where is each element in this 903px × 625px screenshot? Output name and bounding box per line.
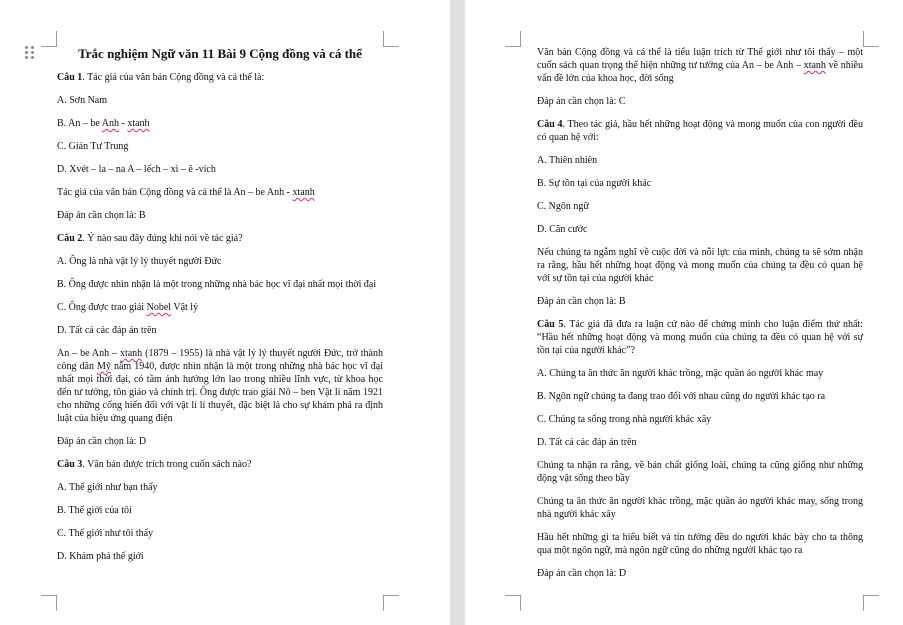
question-3: Câu 3. Văn bản được trích trong cuốn sách nào?: [57, 459, 252, 470]
q4-option-b: B. Sự tồn tại của người khác: [537, 178, 652, 189]
q2-option-b: B. Ông được nhìn nhận là một trong những nhà bác học vĩ đại nhất mọi thời đại: [57, 279, 377, 290]
margin-mark-bottom-left: [505, 595, 521, 611]
spelling-mark[interactable]: Anh: [101, 118, 119, 129]
q3-option-c: C. Thế giới như tôi thấy: [57, 528, 154, 539]
spelling-mark[interactable]: xtanh: [119, 348, 143, 359]
q1-option-c: C. Giản Tư Trung: [57, 141, 129, 152]
margin-mark-top-left: [41, 31, 57, 47]
page-content-left: [57, 46, 383, 573]
question-4: Câu 4. Theo tác giả, hầu hết những hoạt động và mong muốn của con người đều có quan hệ với:: [537, 119, 863, 143]
page-gutter: [450, 0, 465, 625]
drag-handle-icon[interactable]: [25, 46, 35, 60]
margin-mark-bottom-right: [383, 595, 399, 611]
document-page-right[interactable]: [465, 0, 903, 625]
q1-option-b: B. An – be Anh - xtanh: [57, 118, 150, 129]
document-page-left[interactable]: [0, 0, 450, 625]
q5-option-b: B. Ngôn ngữ chúng ta đang trao đổi với nhau cũng do người khác tạo ra: [537, 391, 826, 402]
q2-explanation: An – be Anh – xtanh (1879 – 1955) là nhà vật lý lý thuyết người Đức, trở thành công dân Mỹ năm 1940, được nhìn nhận là một trong những nhà bác học vĩ đại nhất mọi thời đại, có tầm ảnh hưởng lớn lao trong nhiều lĩnh vực, từ khoa học đến tư tưởng, tôn giáo và chính trị. Ông được trao giải Nô – ben Vật lí năm 1921 cho những cống hiến đối với vật lí lí thuyết, đặc biệt là cho sự khám phá ra định luật của hiệu ứng quang điện: [57, 348, 383, 424]
q3-answer: Đáp án cần chọn là: C: [537, 96, 626, 107]
q1-option-d: D. Xvét – la – na A – lếch – xi – ê -vích: [57, 164, 216, 175]
question-1: Câu 1. Tác giả của văn bản Cộng đồng và cá thể là:: [57, 72, 265, 83]
q4-answer: Đáp án cần chọn là: B: [537, 296, 626, 307]
question-2: Câu 2. Ý nào sau đây đúng khi nói về tác giả?: [57, 233, 243, 244]
q4-option-a: A. Thiên nhiên: [537, 155, 598, 166]
spelling-mark[interactable]: xtanh: [292, 187, 315, 198]
q2-option-c: C. Ông được trao giải Nobel Vật lý: [57, 302, 199, 313]
margin-mark-top-right: [863, 31, 879, 47]
question-5: Câu 5. Tác giả đã đưa ra luận cứ nào để chứng minh cho luận điểm thứ nhất: “Hầu hết những hoạt động và mong muốn của chúng ta đều có quan hệ với sự tồn tại của người khác”?: [537, 319, 863, 356]
q4-option-c: C. Ngôn ngữ: [537, 201, 589, 212]
q2-answer: Đáp án cần chọn là: D: [57, 436, 147, 447]
spelling-mark[interactable]: Nobel: [146, 302, 172, 313]
q4-option-d: D. Căn cước: [537, 224, 588, 235]
q2-option-d: D. Tất cả các đáp án trên: [57, 325, 157, 336]
margin-mark-top-left: [505, 31, 521, 47]
q1-answer: Đáp án cần chọn là: B: [57, 210, 146, 221]
q1-explanation: Tác giả của văn bản Cộng đồng và cá thể là An – be Anh - xtanh: [57, 187, 315, 198]
q3-explanation: Văn bản Cộng đồng và cá thể là tiểu luận trích từ Thế giới như tôi thấy – một cuốn sách quan trọng thể hiện những tư tưởng của An – be Anh – xtanh về nhiều vấn đề lớn của khoa học, đời sống: [537, 47, 863, 84]
q5-explanation-1: Chúng ta nhận ra rằng, về bản chất giống loài, chúng ta cũng giống như những động vật sống theo bầy: [537, 460, 863, 484]
q3-option-d: D. Khám phá thế giới: [57, 551, 144, 562]
page-content-right: [537, 46, 863, 590]
q3-option-b: B. Thế giới của tôi: [57, 505, 132, 516]
margin-mark-bottom-right: [863, 595, 879, 611]
q1-option-a: A. Sơn Nam: [57, 95, 108, 106]
q2-option-a: A. Ông là nhà vật lý lý thuyết người Đức: [57, 256, 222, 267]
margin-mark-bottom-left: [41, 595, 57, 611]
spelling-mark[interactable]: xtanh: [803, 60, 826, 71]
q3-option-a: A. Thế giới như bạn thấy: [57, 482, 158, 493]
q5-answer: Đáp án cần chọn là: D: [537, 568, 627, 579]
q5-explanation-2: Chúng ta ăn thức ăn người khác trồng, mặc quần áo người khác may, sống trong nhà người khác xây: [537, 496, 863, 520]
margin-mark-top-right: [383, 31, 399, 47]
q5-option-c: C. Chúng ta sống trong nhà người khác xây: [537, 414, 712, 425]
q4-explanation: Nếu chúng ta ngẫm nghĩ về cuộc đời và nỗi lực của mình, chúng ta sẽ sớm nhận ra rằng, hầu hết những hoạt động và mong muốn của chúng ta đều có quan hệ với sự tồn tại của người khác: [537, 247, 863, 284]
document-title: Trắc nghiệm Ngữ văn 11 Bài 9 Cộng đồng và cá thể: [78, 46, 362, 61]
q5-explanation-3: Hầu hết những gì ta hiểu biết và tin tưởng đều do người khác bày cho ta thông qua một ngôn ngữ, mà ngôn ngữ cũng do những người khác tạo ra: [537, 532, 863, 556]
spelling-mark[interactable]: xtanh: [127, 118, 150, 129]
spelling-mark[interactable]: Mỹ: [97, 361, 111, 372]
q5-option-d: D. Tất cả các đáp án trên: [537, 437, 637, 448]
q5-option-a: A. Chúng ta ăn thức ăn người khác trồng, mặc quần áo người khác may: [537, 368, 824, 379]
